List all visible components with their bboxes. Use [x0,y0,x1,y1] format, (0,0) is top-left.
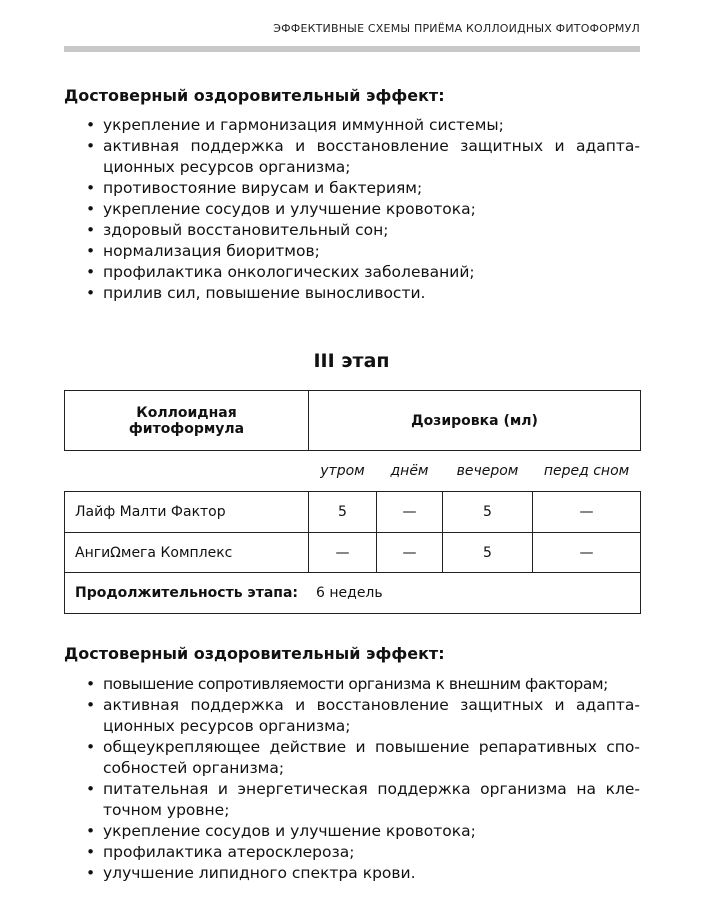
list-item: • противостояние вирусам и бактериям; [86,179,423,197]
section2-heading: Достоверный оздоровительный эффект: [64,644,445,663]
bullet-icon: • [86,200,96,218]
bullet-icon: • [86,738,96,756]
list-item: • улучшение липидного спектра крови. [86,864,416,882]
list-item: • профилактика атеросклероза; [86,843,355,861]
dose-evening: 5 [443,492,533,533]
bullet-icon: • [86,263,96,281]
bullet-icon: • [86,137,96,155]
bullet-icon: • [86,822,96,840]
time-subheader-row [65,451,641,492]
list-item: • укрепление сосудов и улучшение кровотока; [86,822,476,840]
time-bedtime: перед сном [533,451,641,492]
bullet-icon: • [86,780,96,798]
bullet-icon: • [86,116,96,134]
dose-morning: 5 [309,492,377,533]
dose-day: — [377,492,443,533]
list-item: • активная поддержка и восстановление защитных и адаптационных ресурсов организма; [86,137,640,176]
list-item: • нормализация биоритмов; [86,242,320,260]
time-morning: утром [309,451,377,492]
dose-bedtime: — [533,492,641,533]
bullet-icon: • [86,221,96,239]
duration-row [65,573,641,614]
bullet-icon: • [86,696,96,714]
dose-morning: — [309,533,377,573]
duration-label: Продолжительность этапа: [75,585,299,601]
product-name: Лайф Малти Фактор [65,492,309,533]
section1-heading: Достоверный оздоровительный эффект: [64,86,445,105]
table-row [65,533,641,573]
duration-cell [65,573,641,614]
running-header: ЭФФЕКТИВНЫЕ СХЕМЫ ПРИЁМА КОЛЛОИДНЫХ ФИТОФОРМУЛ [273,22,640,35]
bullet-icon: • [86,284,96,302]
section1-effect-list [86,115,640,304]
bullet-icon: • [86,864,96,882]
list-item: • укрепление сосудов и улучшение кровотока; [86,200,476,218]
list-item: • здоровый восстановительный сон; [86,221,389,239]
dose-bedtime: — [533,533,641,573]
list-item: • профилактика онкологических заболеваний; [86,263,475,281]
table-row [65,492,641,533]
bullet-icon: • [86,242,96,260]
table-header-row [65,391,641,451]
duration-value: 6 недель [316,585,383,601]
product-name: АнгиΩмега Комплекс [65,533,309,573]
dose-evening: 5 [443,533,533,573]
dose-day: — [377,533,443,573]
list-item: • общеукрепляющее действие и повышение репаративных способностей организма; [86,738,640,777]
dosage-table [64,390,641,614]
list-item: • активная поддержка и восстановление защитных и адаптационных ресурсов организма; [86,696,640,735]
time-day: днём [377,451,443,492]
list-item: • укрепление и гармонизация иммунной системы; [86,116,504,134]
header-rule [64,46,640,52]
subheader-blank [65,451,309,492]
time-evening: вечером [443,451,533,492]
list-item: • прилив сил, повышение выносливости. [86,284,426,302]
bullet-icon: • [86,843,96,861]
stage-title: III этап [313,350,390,372]
dosage-column-header: Дозировка (мл) [309,391,641,451]
section2-effect-list [86,674,640,884]
formula-column-header: Коллоидная фитоформула [65,391,309,451]
list-item: • питательная и энергетическая поддержка организма на клеточном уровне; [86,780,640,819]
bullet-icon: • [86,675,95,693]
list-item: • повышение сопротивляемости организма к внешним факторам; [86,675,608,693]
bullet-icon: • [86,179,96,197]
